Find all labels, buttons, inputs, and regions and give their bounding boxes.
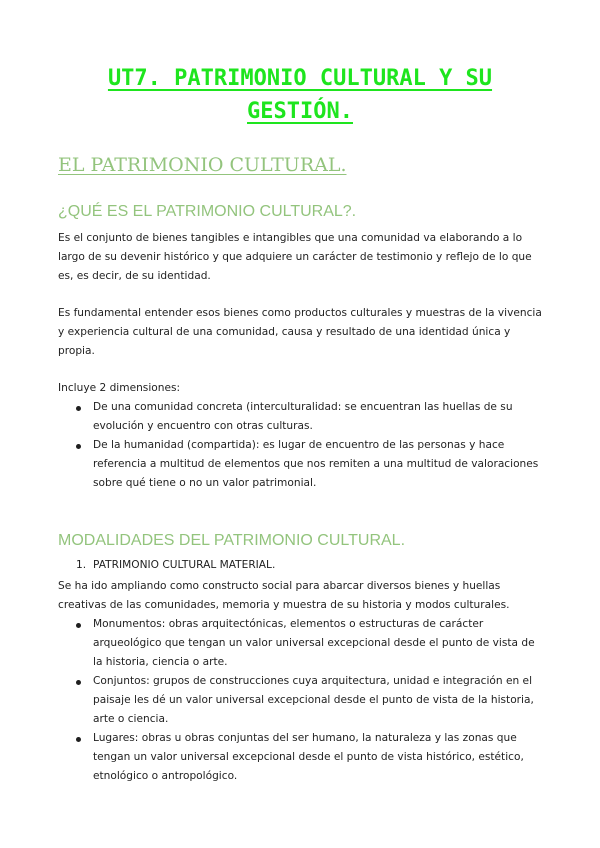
modality-item-ensembles: Conjuntos: grupos de construcciones cuya arquitectura, unidad e integración en el paisaje les dé un valor universal excepcional desde el punto de vista de la historia, arte o ciencia.: [93, 675, 534, 725]
modality-item-places: Lugares: obras u obras conjuntas del ser humano, la naturaleza y las zonas que tengan un valor universal excepcional desde el punto de vista histórico, estético, etnológico o antropológico.: [93, 732, 524, 782]
dimensions-intro: Incluye 2 dimensiones:: [58, 382, 181, 394]
question-heading: ¿QUÉ ES EL PATRIMONIO CULTURAL?.: [58, 203, 357, 220]
modalities-heading: MODALIDADES DEL PATRIMONIO CULTURAL.: [58, 532, 406, 549]
dimension-item-humanity: De la humanidad (compartida): es lugar de encuentro de las personas y hace referencia a multitud de elementos que nos remiten a una multitud de valoraciones sobre qué tiene o no un valor patrimonial.: [93, 439, 539, 489]
modality-item-monuments: Monumentos: obras arquitectónicas, elementos o estructuras de carácter arqueológico que tengan un valor universal excepcional desde el punto de vista de la historia, ciencia o arte.: [93, 618, 535, 668]
bullet-icon: [76, 623, 81, 628]
bullet-icon: [76, 444, 81, 449]
material-heritage-paragraph: Se ha ido ampliando como constructo social para abarcar diversos bienes y huellas creativas de las comunidades, memoria y muestra de su historia y modos culturales.: [58, 580, 510, 611]
dimension-item-community: De una comunidad concreta (interculturalidad: se encuentran las huellas de su evolución y encuentro con otras culturas.: [93, 401, 513, 432]
definition-paragraph: Es el conjunto de bienes tangibles e intangibles que una comunidad va elaborando a lo largo de su devenir histórico y que adquiere un carácter de testimonio y reflejo de lo que es, es decir, de su identidad.: [58, 232, 532, 282]
bullet-icon: [76, 680, 81, 685]
list-number: 1.: [76, 559, 87, 571]
fundamental-paragraph: Es fundamental entender esos bienes como productos culturales y muestras de la vivencia y experiencia cultural de una comunidad, causa y resultado de una identidad única y propia.: [58, 307, 542, 357]
material-heritage-label: PATRIMONIO CULTURAL MATERIAL.: [93, 559, 276, 571]
bullet-icon: [76, 737, 81, 742]
section-heading: EL PATRIMONIO CULTURAL.: [58, 154, 347, 176]
document-title: UT7. PATRIMONIO CULTURAL Y SU GESTIÓN.: [107, 66, 493, 124]
bullet-icon: [76, 406, 81, 411]
